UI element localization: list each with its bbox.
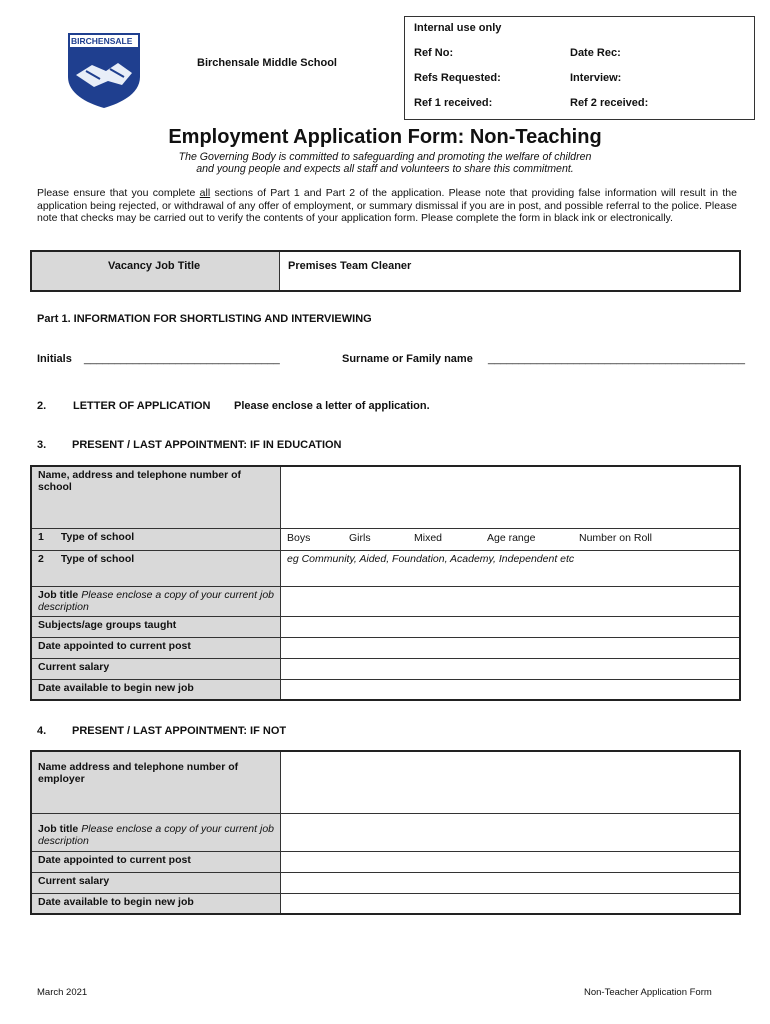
employer-name-address-field[interactable] [281,751,741,813]
employer-job-title-label [31,813,281,851]
type1-number: 1 [38,530,44,543]
current-salary-field[interactable] [281,658,741,679]
ref-no-label: Ref No: [414,47,454,59]
job-title-label [31,586,281,616]
subtitle-line-1: The Governing Body is committed to safeguarding and promoting the welfare of children [178,151,592,163]
initials-label: Initials [37,353,72,365]
instructions-paragraph [37,187,737,225]
section2-heading: LETTER OF APPLICATION [73,400,211,412]
ref2-received-label: Ref 2 received: [570,97,649,109]
type2-label-text: Type of school [60,552,135,565]
section2-number: 2. [37,400,47,412]
option-boys[interactable]: Boys [287,531,311,544]
logo-text: BIRCHENSALE [71,36,133,46]
job-title-field[interactable] [281,586,741,616]
vacancy-box [30,250,741,292]
interview-label: Interview: [570,72,622,84]
date-appointed-field[interactable] [281,637,741,658]
job-title-label-text: Job title [38,588,79,601]
employer-job-title-label-text: Job title [38,822,79,835]
subtitle-line-2: and young people and expects all staff and volunteers to share this commitment. [196,163,574,175]
internal-use-box [404,16,755,120]
employer-date-appointed-label: Date appointed to current post [31,851,281,872]
vacancy-label: Vacancy Job Title [32,252,280,290]
page-title: Employment Application Form: Non-Teaching [168,126,602,148]
intro-text-after: sections of Part 1 and Part 2 of the application. Please note that providing false information will result in the application being rejected, or withdrawal of any offer of employment, or summary dismissal if you are in post, and possible referral to the police. Please note that checks may be carried out to verify the contents of your application form. Please complete the form in black ink or electronically. [37,187,737,225]
current-salary-label: Current salary [31,658,281,679]
employer-date-available-label: Date available to begin new job [31,893,281,914]
date-available-label: Date available to begin new job [31,679,281,700]
date-available-field[interactable] [281,679,741,700]
vacancy-value[interactable]: Premises Team Cleaner [288,260,412,272]
subjects-taught-field[interactable] [281,616,741,637]
date-appointed-label: Date appointed to current post [31,637,281,658]
employer-job-title-field[interactable] [281,813,741,851]
refs-requested-label: Refs Requested: [414,72,501,84]
section3-table [30,465,741,701]
type2-number: 2 [38,552,44,565]
section2-note: Please enclose a letter of application. [234,400,430,412]
section4-heading: PRESENT / LAST APPOINTMENT: IF NOT [72,725,287,737]
employer-job-title-note: Please enclose a copy of your current job description [38,822,275,847]
type-of-school-1-field[interactable] [281,528,741,550]
part1-heading: Part 1. INFORMATION FOR SHORTLISTING AND INTERVIEWING [37,313,372,325]
safeguarding-statement [0,151,770,175]
footer-date: March 2021 [37,987,88,998]
footer-form-name: Non-Teacher Application Form [584,987,712,998]
initials-field[interactable]: ________________________________ [84,353,280,365]
employer-current-salary-label: Current salary [31,872,281,893]
surname-field[interactable]: __________________________________________ [488,353,745,365]
employer-date-appointed-field[interactable] [281,851,741,872]
type-of-school-2-label [31,550,281,586]
option-number-on-roll[interactable]: Number on Roll [579,531,652,544]
school-name-address-field[interactable] [281,466,741,528]
type-of-school-2-field[interactable]: eg Community, Aided, Foundation, Academy, Independent etc [281,550,741,586]
ref1-received-label: Ref 1 received: [414,97,493,109]
option-age-range[interactable]: Age range [487,531,536,544]
employer-date-available-field[interactable] [281,893,741,914]
section3-number: 3. [37,439,47,451]
intro-text-underlined: all [199,187,211,199]
surname-label: Surname or Family name [342,353,473,365]
section4-number: 4. [37,725,47,737]
section3-heading: PRESENT / LAST APPOINTMENT: IF IN EDUCATION [72,439,342,451]
job-title-note: Please enclose a copy of your current job description [38,588,275,613]
option-mixed[interactable]: Mixed [414,531,443,544]
school-logo [66,31,142,109]
type-of-school-1-label [31,528,281,550]
school-name: Birchensale Middle School [197,57,337,69]
employer-current-salary-field[interactable] [281,872,741,893]
type1-label-text: Type of school [60,530,135,543]
employer-name-address-label: Name address and telephone number of employer [31,751,281,813]
subjects-taught-label: Subjects/age groups taught [31,616,281,637]
section4-table [30,750,741,915]
intro-text-before: Please ensure that you complete [37,187,200,199]
option-girls[interactable]: Girls [349,531,371,544]
school-name-address-label: Name, address and telephone number of school [31,466,281,528]
internal-use-title: Internal use only [414,22,502,34]
date-rec-label: Date Rec: [570,47,621,59]
